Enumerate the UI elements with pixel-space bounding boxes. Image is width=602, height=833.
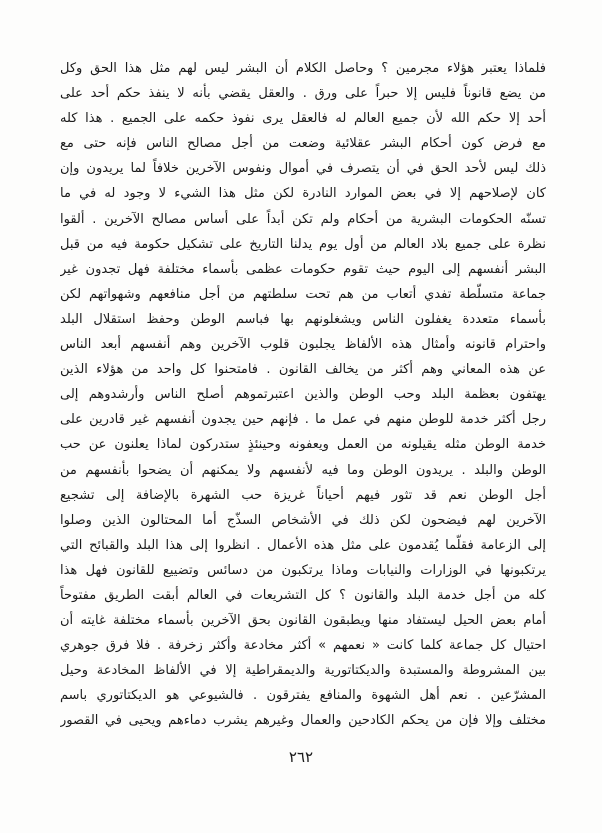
text-line: خدمة الوطن مثله يقيلونه من العمل ويعفونه وحينئذٍ ستدركون لماذا يعلنون عن حب	[60, 437, 546, 453]
text-line: جماعة متسلّطة تفدي أتعاب من هم تحت سلطتهم من أجل منافعهم وشهواتهم لكن	[60, 286, 546, 302]
text-line: يهتفون بعظمة البلد وحب الوطن والذين اعتبرتموهم أصلح الناس وأرشدوهم إلى	[60, 387, 546, 403]
text-line: بين المشروطة والمستبدة والديكتاتورية والديمقراطية إلا في الألفاظ المخادعة وحيل	[60, 663, 546, 679]
text-line: مختلف وإلا فإن من يحكم الكادحين والعمال وغيرهم يشرب دماءهم ويحيى في القصور	[60, 713, 546, 729]
text-line: أجل الوطن نعم قد تثور فيهم أحياناً غريزة حب الشهرة بالإضافة إلى تشجيع	[60, 487, 546, 503]
text-line: رجل أكثر خدمة للوطن منهم في عمل ما . فإنهم حين يجدون أنفسهم غير قادرين على	[60, 412, 546, 428]
text-line: فلماذا يعتبر هؤلاء مجرمين ؟ وحاصل الكلام أن البشر ليس لهم مثل هذا الحق وكل	[60, 61, 546, 76]
text-line: كان لإصلاحهم إلا في بعض الموارد النادرة لكن مثل هذا الشيء لا وجود له في ما	[60, 186, 546, 202]
text-block	[60, 56, 546, 734]
text-line: تسنّه الحكومات البشرية من أحكام ولم تكن أبداً على أساس مصالح الآخرين . ألقوا	[60, 211, 546, 227]
text-line: أحد إلا حكم الله لأن جميع العالم له فالعقل يرى نفوذ حكمه على الجميع . هذا كله	[60, 111, 546, 127]
text-line: من يضع قانوناً فليس إلا حبراً على ورق . والعقل يقضي بأنه لا ينفذ حكم أحد على	[60, 86, 546, 102]
text-line: مع فرض كون أحكام البشر عقلائية وضعت من أجل مصالح الناس فإنه حتى مع	[60, 136, 546, 152]
text-line: البشر أنفسهم إلى اليوم حيث تقوم حكومات عظمى بأسماء مختلفة فهل تجدون غير	[60, 261, 546, 277]
text-line: كله من أجل خدمة البلد والقانون ؟ كل التشريعات في العالم أبقت الطريق مفتوحاً	[60, 587, 546, 603]
text-line: نظرة على جميع بلاد العالم من أول يوم يدلنا التاريخ على تشكيل حكومة فيه من قبل	[60, 236, 546, 252]
text-line: الآخرين لهم فيضحون لكن ذلك في الأشخاص السذّج أما المحتالون الذين وصلوا	[60, 512, 546, 528]
text-line: واحترام قانونه وأمثال هذه الألفاظ يجلبون قلوب الآخرين وهم أنفسهم أبعد الناس	[60, 337, 546, 353]
text-line: احتيال كل جماعة كلما كانت « نعمهم » أكثر مخادعة وأكثر زخرفة . فلا فرق جوهري	[60, 638, 546, 654]
text-line: الوطن والبلد . يريدون الوطن وما فيه لأنفسهم ولا يمكنهم أن يضحوا بأنفسهم من	[60, 462, 546, 478]
text-line: يرتكبونها في الوزارات والنيابات وماذا يرتكبون من دسائس وتضييع للقانون فهل هذا	[60, 562, 546, 578]
page-number: ٢٦٢	[288, 748, 314, 766]
text-line: عن هذه المعاني وهم أكثر من يخالف القانون . فامتحنوا كل واحد من هؤلاء الذين	[60, 362, 546, 378]
text-line: أمام بعض الحيل ليستفاد منها ويطبقون القانون بحق الآخرين بأسماء مختلفة غايته أن	[60, 613, 546, 629]
text-line: بأسماء متعددة يغفلون الناس ويشغلونهم بها فباسم الوطن وحفظ استقلال البلد	[60, 311, 546, 327]
text-line: إلى الزعامة فقلّما يُقدمون على مثل هذه الأعمال . انظروا إلى هذا البلد والقبائح التي	[60, 537, 546, 553]
text-line: المشرّعين . نعم أهل الشهوة والمنافع يفترقون . فالشيوعي هو الديكتاتوري باسم	[60, 688, 546, 704]
text-line: ذلك ليس لأحد الحق في أن يتصرف في أموال ونفوس الآخرين خلافاً لما يريدون وإن	[60, 161, 546, 177]
